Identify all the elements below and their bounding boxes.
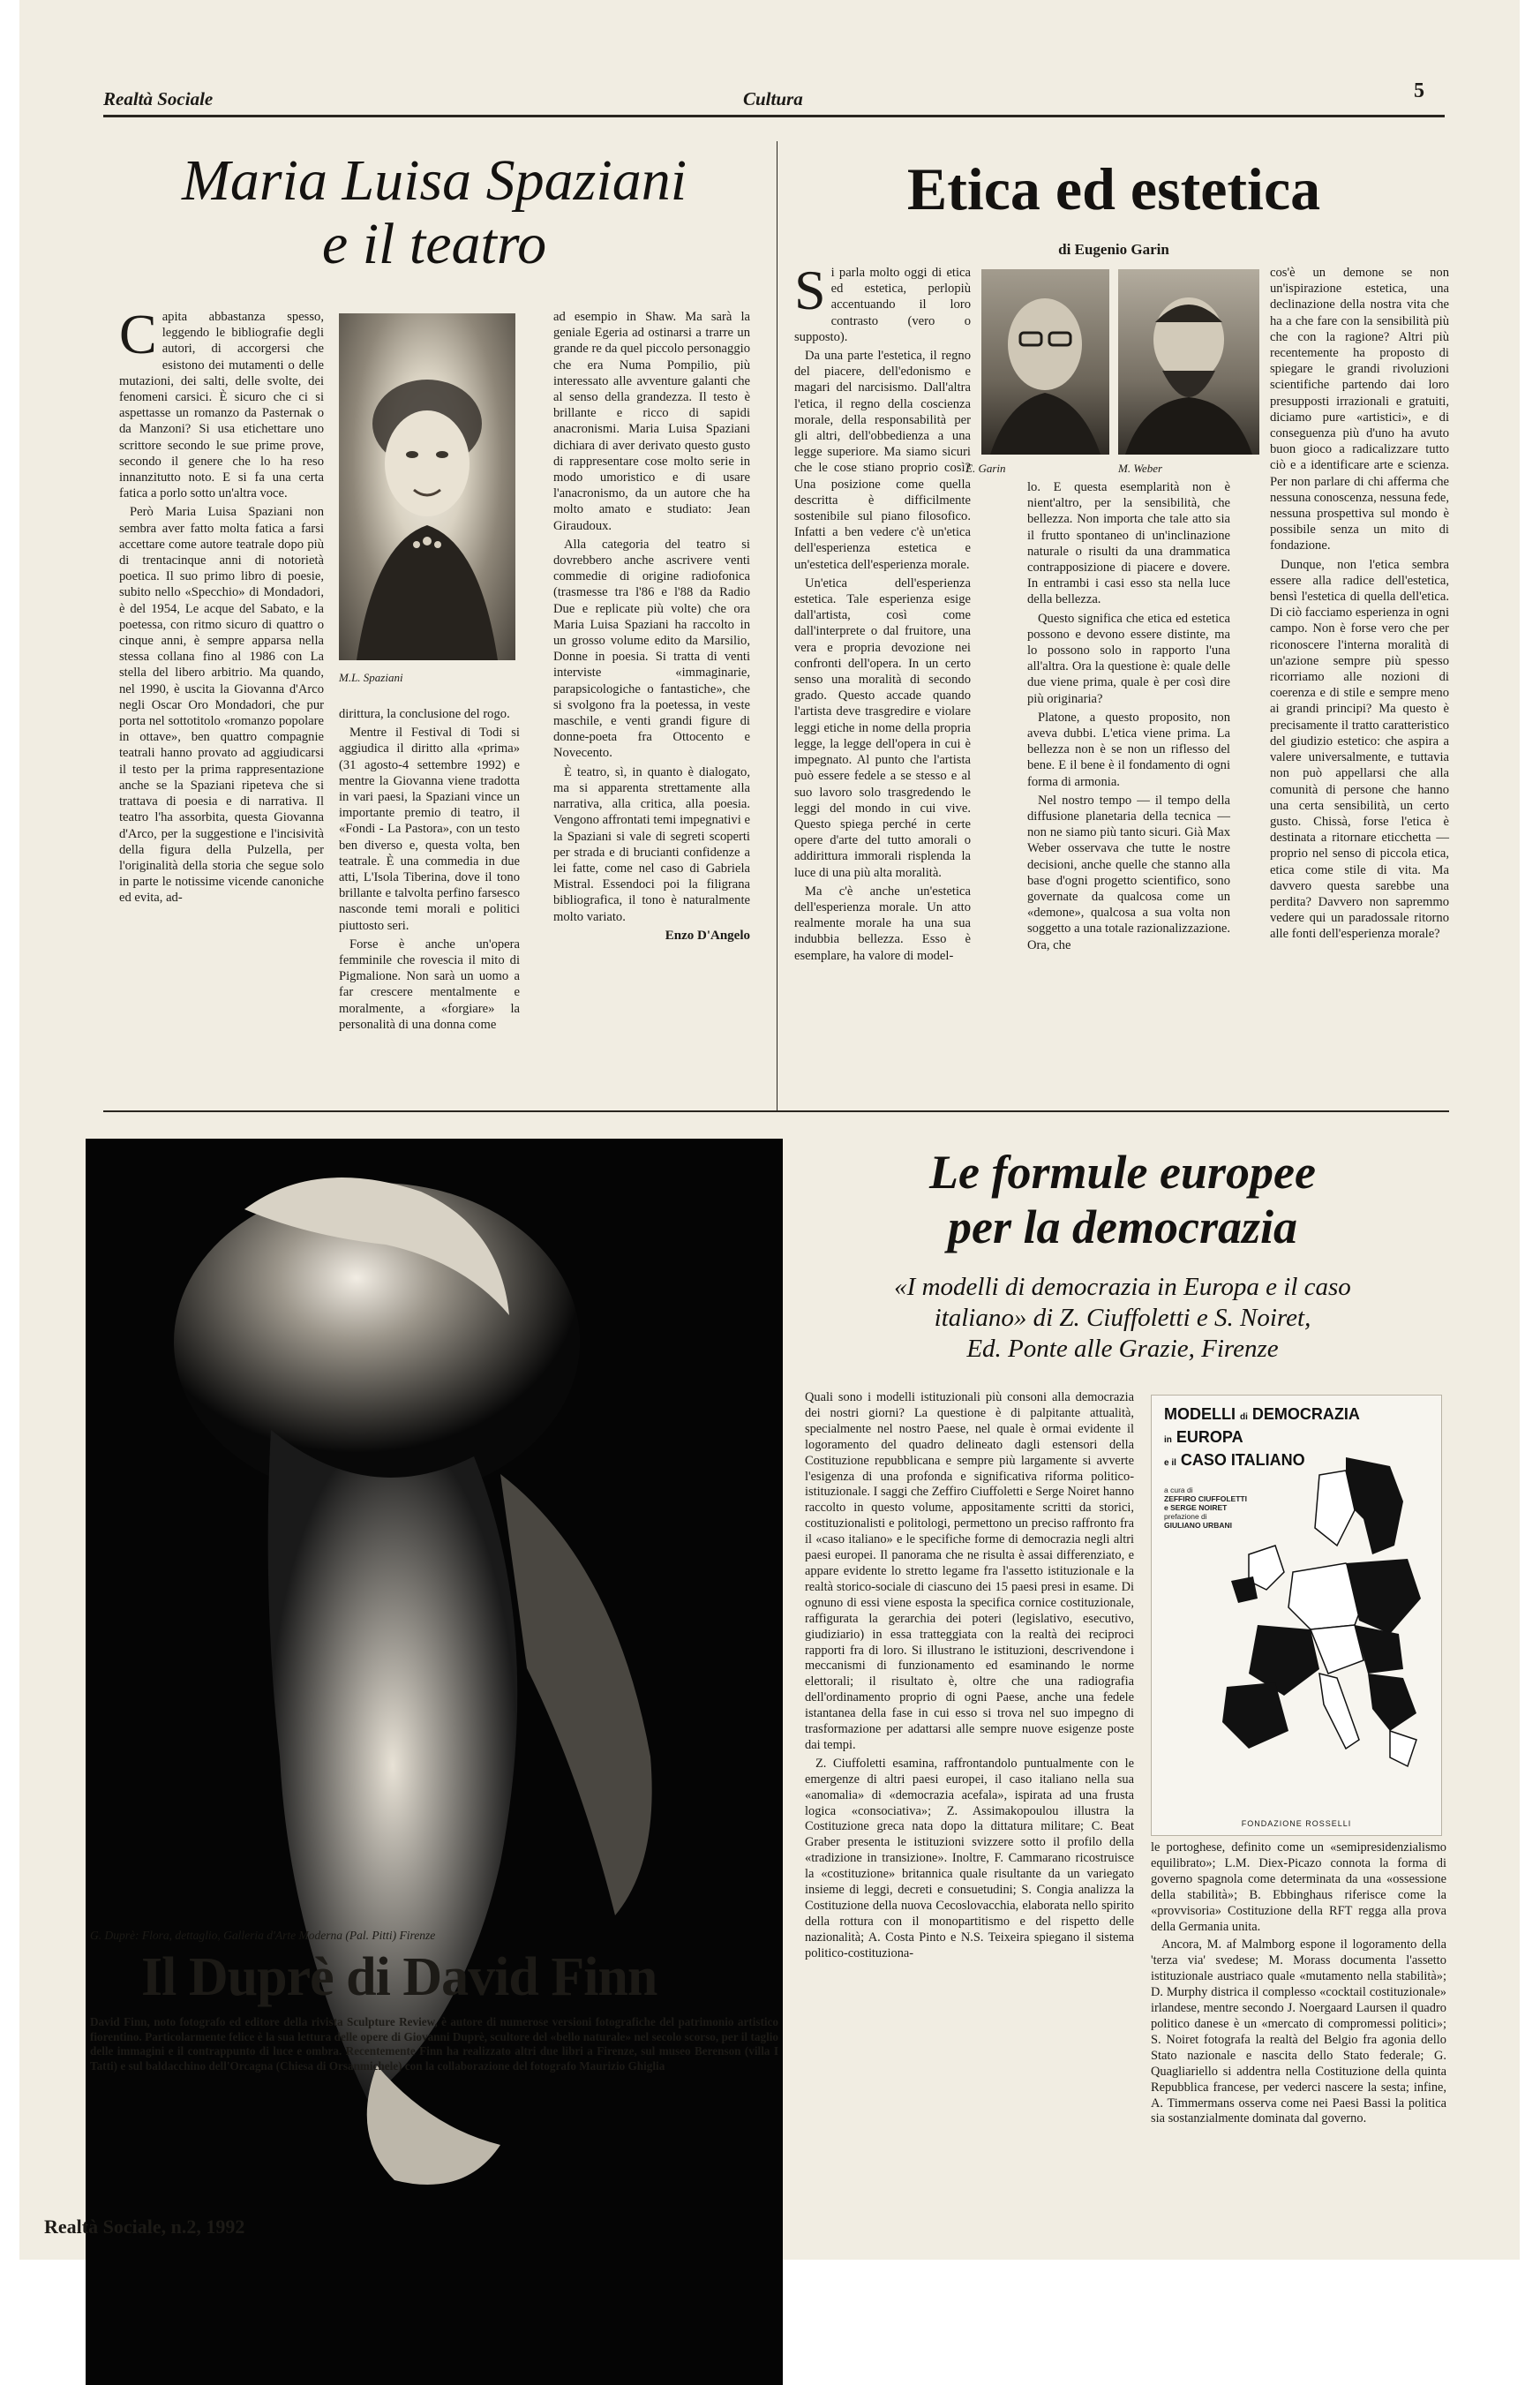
article2-col3-p1: cos'è un demone se non un'ispirazione estetica, una declinazione della nostra vita che ha a che fare con la sensibilità più che con la ragione? Altri più recentemente ha proposto di spiegare le grandi rivoluzioni scientifiche partendo dai loro presupposti irrazionali e gratuiti, diciamo pure «artistici», e di conseguenza più d'uno ha avuto buon gioco a radicalizzare tutto ciò e a identificare arte e scienza. Per non parlare di chi afferma che nessuna conoscenza, nessuna fede, nessuna prospettiva sul mondo è possibile senza un mito di fondazione. xyxy=(1270,266,1450,553)
article2-title: Etica ed estetica xyxy=(906,155,1321,222)
article3-title-line1: Le formule europee xyxy=(929,1146,1316,1199)
garin-photo xyxy=(981,269,1109,455)
section-title: Cultura xyxy=(743,88,803,109)
portrait-illustration xyxy=(339,313,515,660)
section-rule xyxy=(103,1110,1449,1112)
article1-col3-p1: ad esempio in Shaw. Ma sarà la geniale Egeria ad ostinarsi a trarre un grande re da quel piccolo personaggio che era Numa Pompilio, più interessato alle avventure galanti che al senso della grandezza. Il testo è brillante e ricco di sapidi anacronismi. Maria Luisa Spaziani dichiara di aver derivato questo gusto di rappresentare cose molto serie in modo umoristico e di usare l'anacronismo, da un autore che ha molto amato e studiato: Jean Giraudoux. xyxy=(553,310,750,533)
article3-column-2 xyxy=(1151,1840,1446,2130)
book-publisher: FONDAZIONE ROSSELLI xyxy=(1241,1819,1352,1828)
article2-column-2 xyxy=(1027,479,1230,956)
article3-title-line2: per la democrazia xyxy=(948,1200,1297,1253)
book-line3-small: e il xyxy=(1164,1458,1176,1468)
article1-col2-p3: Forse è anche un'opera femminile che rovescia il mito di Pigmalione. Non sarà un uomo a far crescere mentalmente e moralmente, a «forgiare» la personalità di una donna come xyxy=(339,937,520,1032)
article3-column-1 xyxy=(805,1390,1134,1965)
article3-col2-p2: Ancora, M. af Malmborg espone il logoramento della 'terza via' svedese; M. Morass documenta l'assetto istituzionale austriaco quale «mutamento nella stabilità»; D. Murphy districa il complesso «cocktail costituzionale» irlandese, mentre secondo J. Noergaard Laursen il quadro politico danese è un «mercato di compromessi politici»; S. Noiret fotografa la realtà del Belgio fra agonia dello Stato nazionale e nascita dello Stato federale; G. Quagliariello si addentra nella Costituzione della quinta Repubblica francese, per vederci nascere la sesta; infine, A. Timmermans osserva come nei Paesi Bassi la politica sia sostanzialmente dominata dal governo. xyxy=(1151,1937,1446,2126)
article1-col3-p3: È teatro, sì, in quanto è dialogato, ma si apparenta strettamente alla narrativa, alla critica, alla poesia. Vengono affrontati temi impegnativi e la Spaziani si vale di segreti scoperti per strada e di brucianti confidenze a lei fatte, come nel caso di Gabriela Mistral. Essendoci poi la filigrana bibliografica, il tono è naturalmente molto variato. xyxy=(553,764,750,924)
book-credit-2: e SERGE NOIRET xyxy=(1164,1503,1228,1512)
article3-subtitle-line3: Ed. Ponte alle Grazie, Firenze xyxy=(966,1335,1279,1363)
header-rule xyxy=(103,115,1445,117)
article3-col1-p2: Z. Ciuffoletti esamina, raffrontandolo puntualmente con le emergenze di altri paesi europei, il caso italiano nella sua «anomalia» di «democrazia acefala», ispirata ad una frusta logica «consociativa»; Z. Assimakopoulou illustra la Costituzione greca nata dopo la dittatura militare; C. Beat Graber presenta le istituzioni svizzere sotto il profilo della «tradizione in transizione». Inoltre, F. Cammarano ricostruisce la «costituzione» britannica quale risultante da un variegato insieme di leggi, decreti e consuetudini; S. Congia analizza la Costituzione della nuova Cecoslovacchia, elaborata nello spirito della rottura con il monopartitismo e del rispetto delle nazionalità; A. Costa Pinto e N.S. Teixeira spiegano il sistema politico-costituziona- xyxy=(805,1756,1134,1960)
book-credit-pref: prefazione di xyxy=(1164,1512,1207,1521)
dupre-photo-caption: G. Duprè: Flora, dettaglio, Galleria d'Arte Moderna (Pal. Pitti) Firenze xyxy=(90,1929,436,1942)
book-credit-3: GIULIANO URBANI xyxy=(1164,1521,1232,1530)
article1-title-line2: e il teatro xyxy=(321,212,547,276)
book-line2-small: in xyxy=(1164,1435,1172,1445)
article2-col2-p1: lo. E questa esemplarità non è nient'altro, per la sensibilità, che bellezza. Non importa che tale atto sia il frutto spontaneo di un'inclinazione naturale o risulti da una drammatica contrapposizione di piacere e dovere. In entrambi i casi esso sta nella luce della bellezza. xyxy=(1027,480,1230,607)
article2-col1-p1: i parla molto oggi di etica ed estetica, perlopiù accentuando il loro contrasto (vero o supposto). xyxy=(794,266,971,344)
newspaper-page xyxy=(19,0,1520,2260)
book-credit-1: ZEFFIRO CIUFFOLETTI xyxy=(1164,1494,1247,1503)
article2-column-3 xyxy=(1270,265,1449,945)
spaziani-portrait-photo xyxy=(339,313,515,660)
footer-issue: Realtà Sociale, n.2, 1992 xyxy=(44,2216,245,2238)
article1-column-3 xyxy=(553,309,750,944)
garin-illustration xyxy=(981,269,1109,455)
article2-col2-p2: Questo significa che etica ed estetica possono e devono essere distinte, ma lo possono solo in rapporto l'una all'altra. Ora la questione è: quale delle due viene prima, quale è per così dire più originaria? xyxy=(1027,611,1230,706)
book-line1-small: di xyxy=(1240,1412,1248,1422)
book-line2: EUROPA xyxy=(1176,1428,1243,1446)
book-line1: MODELLI xyxy=(1164,1405,1236,1423)
weber-photo-caption: M. Weber xyxy=(1118,462,1163,475)
article2-byline: di Eugenio Garin xyxy=(1058,241,1169,258)
article2-col1-p2: Da una parte l'estetica, il regno del piacere, dell'edonismo e magari del narcisismo. Dall'altra l'etica, il regno della coscienza morale, della responsabilità per gli altri, dell'obbedienza a una legge superiore. Ma siamo sicuri che le cose stiano proprio così? Una posizione come quella descritta è difficilmente sostenibile sul piano filosofico. Infatti a ben vedere c'è un'etica dell'esperienza estetica e un'estetica dell'esperienza morale. xyxy=(794,349,971,572)
weber-photo xyxy=(1118,269,1259,455)
article1-col1-p2: Però Maria Luisa Spaziani non sembra aver fatto molta fatica a farsi accettare come autore teatrale dopo più di trentacinque anni di notorietà poetica. Il suo primo libro di poesie, subito nello «Specchio» di Mondadori, è del 1954, Le acque del Sabato, e la poetessa, con ritmo sicuro di quattro o cinque anni, è sempre apparsa nella stessa collana fino al 1986 con La stella del libero arbitrio. Ma quando, nel 1990, è uscita la Giovanna d'Arco negli Oscar Oro Mondadori, che pur porta nel sottotitolo «romanzo popolare in ottave», ben quattro compagnie teatrali hanno provato ad aggiudicarsi il testo per la prima rappresentazione anche se la Spaziani ripeteva che si trattava di poesia e di narrativa. Il teatro l'ha assorbita, questa Giovanna d'Arco, per la suggestione e l'incisività della figura della Pulzella, per l'originalità della storia che segue solo in parte le notissime vicende canoniche ed evita, ad- xyxy=(119,505,324,906)
masthead-left: Realtà Sociale xyxy=(103,88,214,109)
article2-col2-p3: Platone, a questo proposito, non aveva dubbi. L'etica viene prima. La bellezza non è se non un riflesso del bene. E il bene è il fondamento di ogni forma di armonia. xyxy=(1027,710,1230,789)
article1-author: Enzo D'Angelo xyxy=(665,928,750,943)
article3-col2-p1: le portoghese, definito come un «semipresidenzialismo equilibrato»; L.M. Diex-Picazo connota la forma di governo spagnola come determinata da una «ossessione della stabilità»; B. Ebbinghaus riferisce come la «provvisoria» Costituzione della RFT regga alla prova della Germania unita. xyxy=(1151,1840,1446,1934)
article2-dropcap: S xyxy=(794,259,826,321)
article1-dropcap: C xyxy=(119,303,157,365)
book-line3: CASO ITALIANO xyxy=(1180,1451,1305,1469)
article3-subtitle-line1: «I modelli di democrazia in Europa e il caso xyxy=(894,1273,1351,1301)
article1-col2-p2: Mentre il Festival di Todi si aggiudica il diritto alla «prima» (31 agosto-4 settembre 1992) e mentre la Giovanna viene tradotta in vari paesi, la Spaziani vince un importante premio di teatro, il «Fondi - La Pastora», con un testo ben diverso e, questa volta, ben teatrale. È una commedia in due atti, L'Isola Tiberina, dove il tono brillante e talvolta perfino farsesco nasconde temi morali e politici piuttosto seri. xyxy=(339,726,520,933)
book-cover xyxy=(1151,1395,1442,1836)
garin-photo-caption: E. Garin xyxy=(965,462,1006,475)
column-divider xyxy=(777,141,778,1112)
article2-col3-p2: Dunque, non l'etica sembra essere alla radice dell'estetica, bensì l'estetica di quella dell'etica. Di ciò facciamo esperienza in ogni campo. Non è forse vero che per riconoscere l'interna moralità di un'azione sempre più spesso ricorriamo alle nozioni di coerenza e di stile e sempre meno ai grandi principi? Ma questo è precisamente il tratto caratteristico del giudizio estetico: che aspira a valere universalmente, e tuttavia non può appellarsi che alla comunità di persone che hanno una certa sensibilità, un certo gusto. Chissà, forse l'etica è destinata a ritornare eticchetta — proprio nel senso di piccola etica, etica come stile di vita. Ma davvero questa sarebbe una perdita? Davvero non sapremmo vedere qui un paradossale ritorno alle fonti dell'esperienza morale? xyxy=(1270,557,1450,942)
book-line1b: DEMOCRAZIA xyxy=(1251,1405,1360,1423)
article2-column-1 xyxy=(794,259,971,967)
europe-map-icon xyxy=(1213,1448,1434,1802)
article1-col2-p1: dirittura, la conclusione del rogo. xyxy=(339,707,510,721)
article2-col2-p4: Nel nostro tempo — il tempo della diffusione planetaria della tecnica — non ne siamo più tanto sicuri. Già Max Weber osservava che tutte le nostre decisioni, anche quelle che stanno alla base d'ogni progetto scientifico, sono governate da qualcosa come un «demone», qualcosa a sua volta non soggetto a una totale razionalizzazione. Ora, che xyxy=(1027,793,1230,952)
dupre-title: Il Duprè di David Finn xyxy=(141,1947,657,2007)
article1-title-line1: Maria Luisa Spaziani xyxy=(181,148,687,213)
dupre-sculpture-photo xyxy=(86,1139,783,2385)
article1-column-2 xyxy=(339,706,520,1035)
page-number: 5 xyxy=(1414,79,1424,102)
article2-col1-p3: Un'etica dell'esperienza estetica. Tale esperienza esige dall'artista, così come dall'interprete o dal fruitore, una vera e propria devozione nei confronti dell'opera. In un certo senso una moralità di secondo grado. Questo accade quando l'artista deve trasgredire e violare leggi etiche in nome della propria legge, la legge dell'opera in cui è impegnato. Al punto che l'artista può essere fedele a se stesso e al suo lavoro solo trasgredendo le leggi del mondo in cui vive. Questo spiega perché in certe opere d'arte del tutto amorali o addirittura immorali risplenda la luce di una più alta moralità. xyxy=(794,576,971,880)
dupre-body: David Finn, noto fotografo ed editore della rivista Sculpture Review, è autore di numerose versioni fotografiche del patrimonio artistico fiorentino. Particolarmente felice è la sua lettura delle opere di Giovanni Duprè, scultore del «bello naturale» nel secolo scorso, per il taglio delle immagini e il contrappunto di luce e ombra. Recentemente Finn ha realizzato altri due libri a Firenze, sul museo Berenson (villa I Tatti) e sul baldacchino dell'Orcagna (Chiesa di Orsanmichele) con la collaborazione del fotografo Maurizio Ghiglia xyxy=(90,2015,778,2073)
article2-col1-p4: Ma c'è anche un'estetica dell'esperienza morale. Un atto realmente morale ha una sua indubbia bellezza. Esso è esemplare, ha valore di model- xyxy=(794,884,971,963)
book-credit-lead: a cura di xyxy=(1164,1486,1193,1494)
article3-col1-p1: Quali sono i modelli istituzionali più consoni alla democrazia dei nostri giorni? La questione è di palpitante attualità, specialmente nel nostro Paese, nel quale è ormai evidente il logoramento del quadro delineato dagli estensori della Costituzione repubblicana e sempre più largamente si avverte l'esigenza di una profonda e significativa riforma politico-istituzionale. I saggi che Zeffiro Ciuffoletti e Serge Noiret hanno raccolto in questo volume, appositamente scritti da storici, costituzionalisti e politologi, permettono un preciso raffronto fra il «caso italiano» e le specifiche forme di democrazia negli altri paesi europei. Il panorama che ne risulta è assai differenziato, e appare evidente lo stretto legame fra l'assetto istituzionale e la realtà storico-sociale di ciascuno dei 15 paesi presi in esame. Di ognuno di essi viene esposta la specifica cornice costituzionale, raffigurata la gerarchia dei poteri (legislativo, esecutivo, giudiziario) in essa tratteggiata con la realtà dei reciproci rapporti fra di loro. Si illustrano le istituzioni, descrivendone i meccanismi di funzionamento ed esaminando le norme elettorali; il risultato è, oltre che una radiografia dell'ordinamento proprio di ogni Paese, anche una fedele istantanea della fase in cui esso si trova nel suo impegno di trasformazione per adattarsi alle sempre nuove esigenze poste dai tempi. xyxy=(805,1390,1134,1752)
article1-col3-p2: Alla categoria del teatro si dovrebbero anche ascrivere venti commedie di origine radiofonica (trasmesse tra l'86 e l'88 da Radio Due e replicate più volte) che ora Maria Luisa Spaziani ha raccolto in un grosso volume edito da Marsilio, Donne in poesia. Si tratta di venti interviste «immaginarie, parapsicologiche o fantastiche», che si svolgono fra la poetessa, in veste maschile, e venti grandi figure di donne-poeta fra Ottocento e Novecento. xyxy=(553,537,750,761)
weber-illustration xyxy=(1118,269,1259,455)
article3-subtitle-line2: italiano» di Z. Ciuffoletti e S. Noiret, xyxy=(934,1304,1311,1332)
sculpture-illustration xyxy=(86,1139,783,2385)
spaziani-photo-caption: M.L. Spaziani xyxy=(339,671,403,684)
article1-col1-p1: apita abbastanza spesso, leggendo le bibliografie degli autori, di accorgersi che esistono dei mutamenti o delle mutazioni, dei salti, delle svolte, dei fenomeni carsici. È sicuro che ci si aspettasse un romanzo da Pasternak o da Manzoni? Si usa etichettare uno scrittore secondo le sue prime prove, secondo il genere che lo ha reso innanzitutto noto. E si fa una certa fatica a porlo sotto un'altra voce. xyxy=(119,310,324,501)
article1-column-1 xyxy=(119,303,324,909)
